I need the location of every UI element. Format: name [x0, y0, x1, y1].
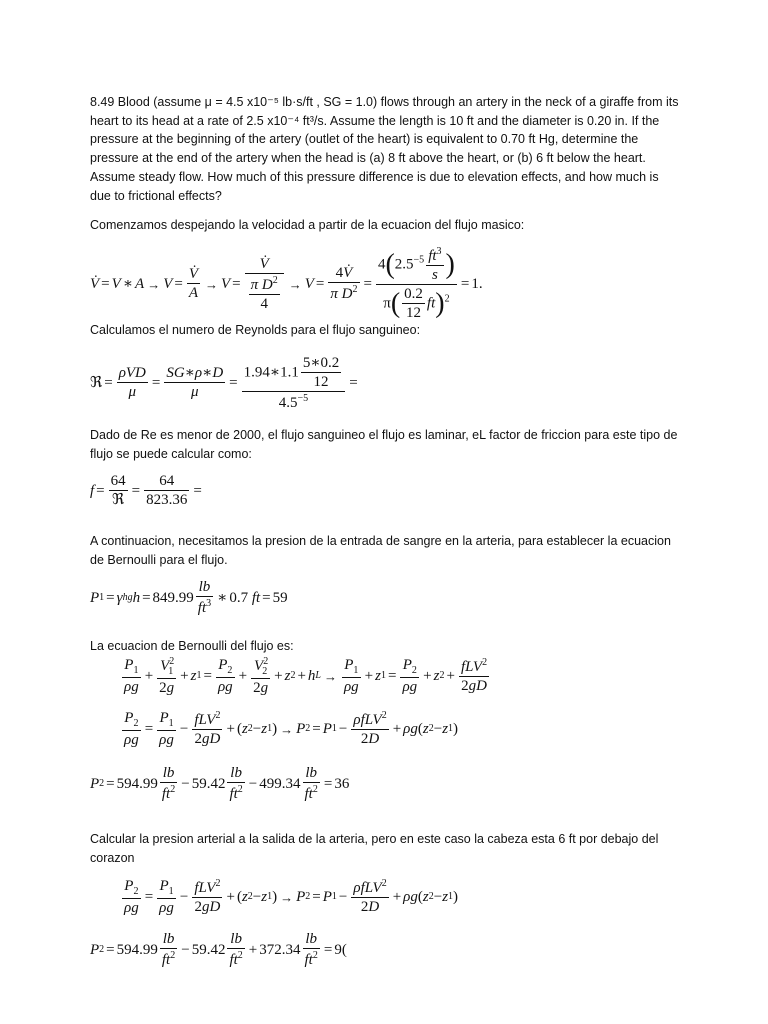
bernoulli-equation: $\frac{P_1}{\rho g}$ + $\frac{V^2_1}{2g}$ + z 1 = $\frac{P_2}{\rho g}$ + $\frac{V^2_2}{2g}$ + z 2 + h L → $\frac{P_1}{\rho g}$ + z 1 = $\frac{P_2}{\rho g}$ + z 2 + $\frac{fLV^2}{2gD}$: [124, 655, 488, 696]
bernoulli-p2-equation: $\frac{P_2}{\rho g}$ = $\frac{P_1}{\rho g}$ − $\frac{fLV^2}{2gD}$ + ( z 2 − z 1 ) → P 2 = P 1 − $\frac{\rho fLV^2}{2D}$ + ρg ( z 2 − z 1 ): [124, 709, 459, 748]
reynolds-equation: ℜ = $\frac{\text{ρVD}}{\mu}$ = $\frac{SG∗\rho∗D}{\mu}$ = 1.94∗1.1 $\frac{5∗0.2}{12}$ $4.5^{-5}$ =: [90, 354, 358, 411]
friction-equation: f = $\frac{64}{\text{ℜ}}$ = $\frac{64}{823.36}$ =: [90, 473, 202, 508]
case-b-equation: P 2 = 594.99 $\frac{lb}{ft^2}$ − 59.42 $\frac{lb}{ft^2}$ + 372.34 $\frac{lb}{ft^2}$ = 9(: [90, 931, 347, 968]
inlet-pressure-intro: A continuacion, necesitamos la presion de la entrada de sangre en la arteria, para establecer la ecuacion de Bernoulli para el flujo.: [90, 534, 671, 567]
velocity-result: 1.: [471, 275, 483, 292]
case-a-equation: P 2 = 594.99 $\frac{lb}{ft^2}$ − 59.42 $\frac{lb}{ft^2}$ − 499.34 $\frac{lb}{ft^2}$ = 36: [90, 765, 350, 802]
bernoulli-p2-equation-case-b: $\frac{P_2}{\rho g}$ = $\frac{P_1}{\rho g}$ − $\frac{fLV^2}{2gD}$ + ( z 2 − z 1 ) → P 2 = P 1 − $\frac{\rho fLV^2}{2D}$ + ρg ( z 2 − z 1 ): [124, 877, 459, 916]
case-b-intro: Calcular la presion arterial a la salida de la arteria, pero en este caso la cabeza esta 6 ft por debajo del corazon: [90, 832, 659, 865]
velocity-intro: Comenzamos despejando la velocidad a partir de la ecuacion del flujo masico:: [90, 218, 525, 232]
velocity-fraction: $4(2.5^{-5}$ $\frac{ft^3}{s}$ ) π( $\frac{0.2}{12}$ ft)$^2$: [377, 246, 455, 321]
friction-intro: Dado de Re es menor de 2000, el flujo sanguineo el flujo es laminar, eL factor de friccion para este tipo de flujo se puede calcular como:: [90, 428, 678, 461]
reynolds-intro: Calculamos el numero de Reynolds para el flujo sanguineo:: [90, 323, 421, 337]
velocity-equation: V̇ = V ∗ A → V = $\frac{V̇}{A}$ → V = $\frac{V̇}{\frac{\pi D^2}{4}}$ → V = $\frac{4V̇}{\pi D^2}$ = $4(2.5^{-5}$ $\frac{ft^3}{s}$ ) π( $\frac{0.2}{12}$ ft)$^2$ = 1.: [90, 246, 483, 321]
problem-statement: 8.49 Blood (assume μ = 4.5 x10⁻⁵ lb·s/ft , SG = 1.0) flows through an artery in the neck of a giraffe from its heart to its head at a rate of 2.5 x10⁻⁴ ft³/s. Assume the length is 10 ft and the diameter is 0.20 in. If the pressure at the beginning of the artery (outlet of the heart) is equivalent to 0.70 ft Hg, determine the pressure at the end of the artery when the head is (a) 8 ft above the heart, or (b) 6 ft below the heart. Assume steady flow. How much of this pressure difference is due to elevation effects, and how much is due to frictional effects?: [90, 95, 679, 203]
bernoulli-intro: La ecuacion de Bernoulli del flujo es:: [90, 639, 294, 653]
inlet-pressure-equation: P 1 = γ hg h = 849.99 $\frac{lb}{ft^3}$ ∗ 0.7 ft = 59: [90, 579, 288, 616]
